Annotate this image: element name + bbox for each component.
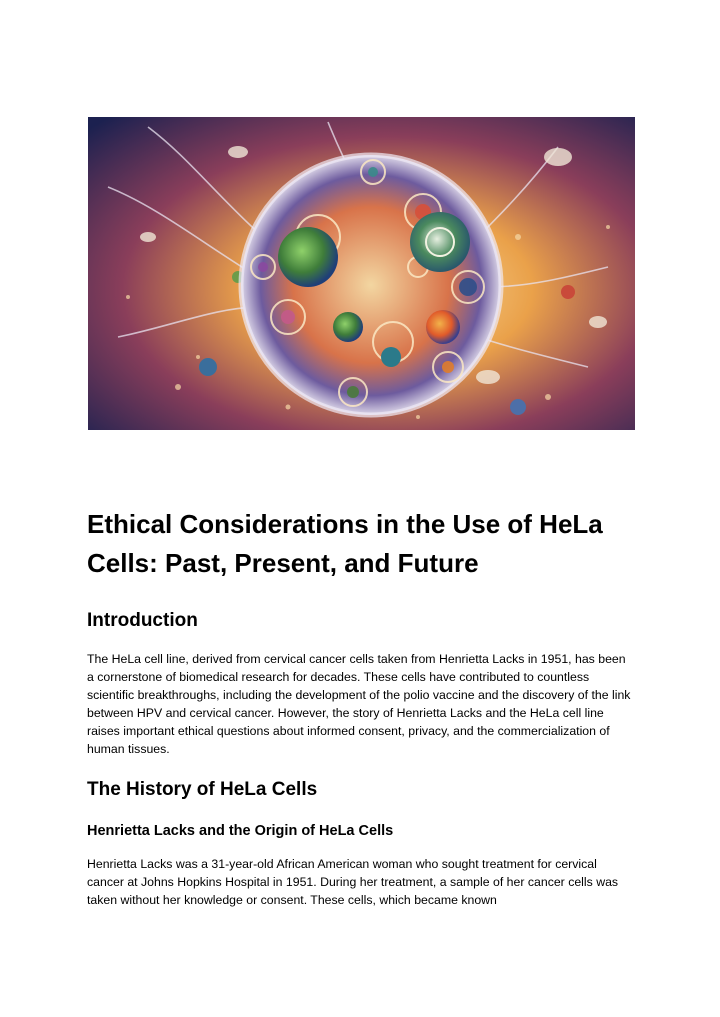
introduction-paragraph: The HeLa cell line, derived from cervical cancer cells taken from Henrietta Lacks in 1951, has been a cornerstone of biomedical research for decades. These cells have contributed to countless scientific breakthroughs, including the development of the polio vaccine and the discovery of the link between HPV and cervical cancer. However, the story of Henrietta Lacks and the HeLa cell line raises important ethical questions about informed consent, privacy, and the commercialization of human tissues. [87, 652, 631, 756]
origin-subheading: Henrietta Lacks and the Origin of HeLa Cells [87, 823, 394, 839]
introduction-heading: Introduction [87, 610, 198, 631]
document-title: Ethical Considerations in the Use of HeLa Cells: Past, Present, and Future [87, 509, 603, 578]
origin-paragraph: Henrietta Lacks was a 31-year-old African American woman who sought treatment for cervical cancer at Johns Hopkins Hospital in 1951. During her treatment, a sample of her cancer cells was taken without her knowledge or consent. These cells, which became known [87, 857, 619, 907]
hero-cell-illustration [88, 117, 635, 430]
history-heading: The History of HeLa Cells [87, 779, 318, 800]
